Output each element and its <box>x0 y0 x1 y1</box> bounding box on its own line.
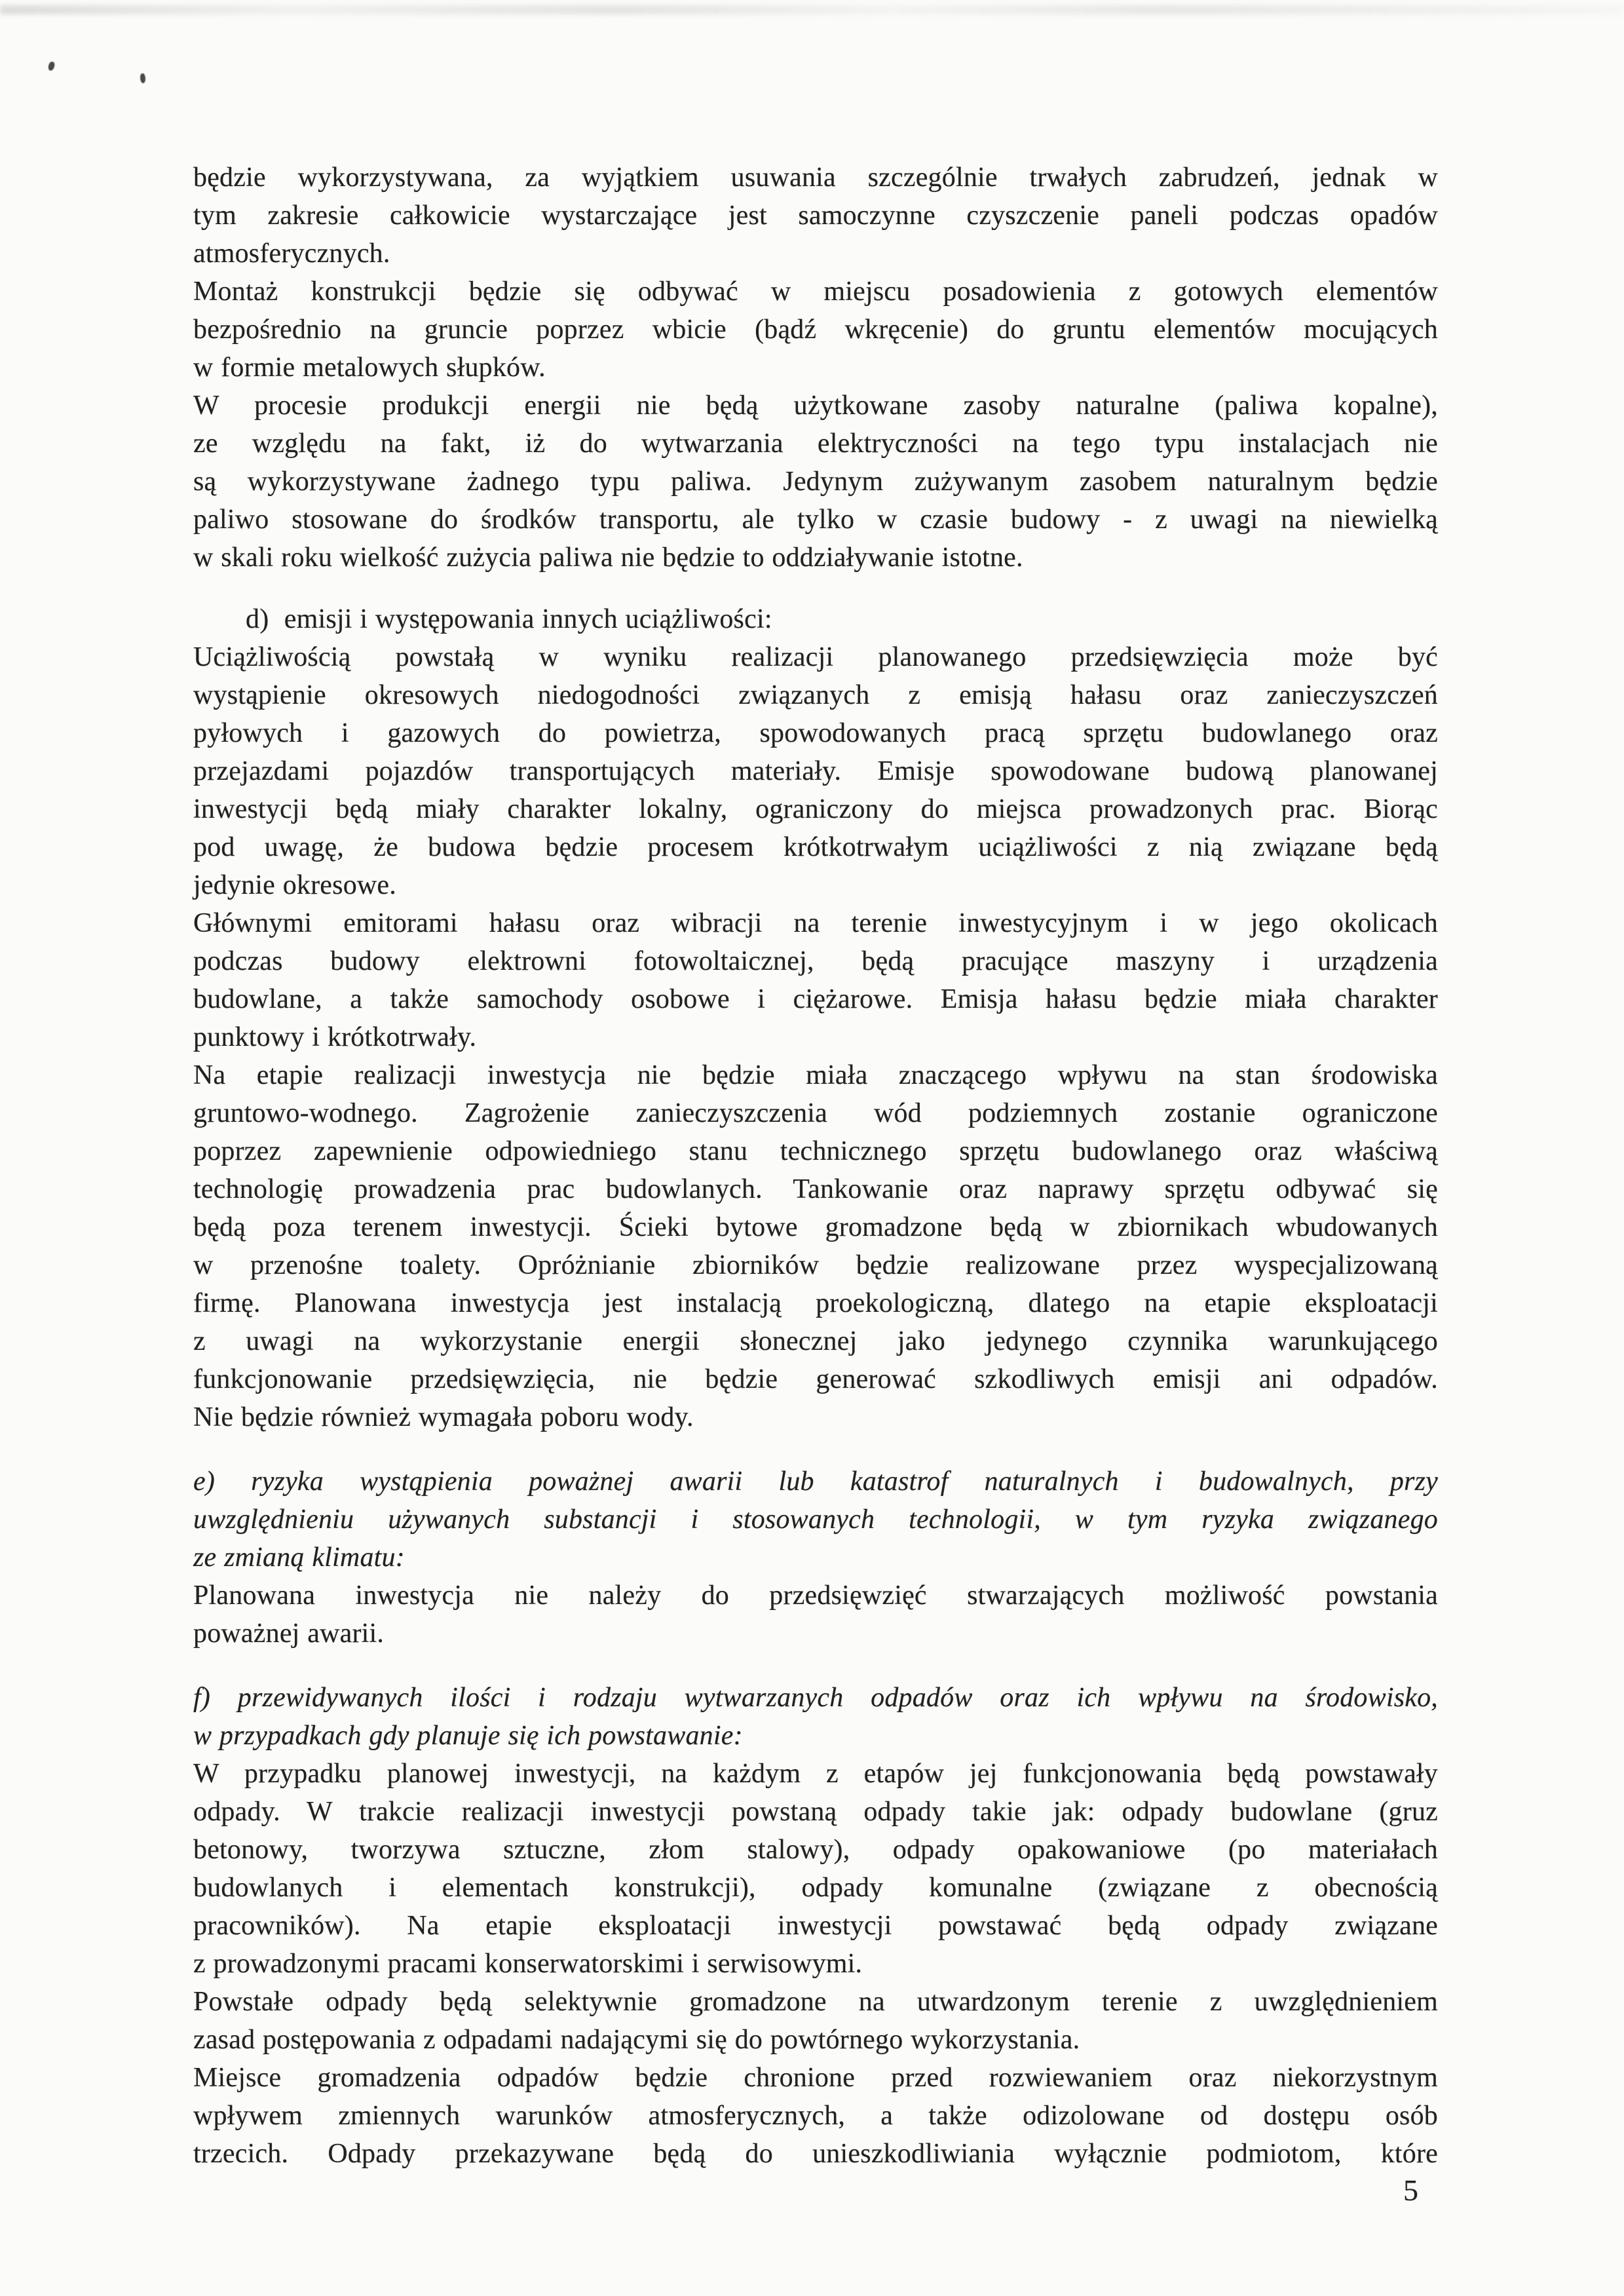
text-line: W procesie produkcji energii nie będą użytkowane zasoby naturalne (paliwa kopalne), <box>193 391 1438 421</box>
text-line: firmę. Planowana inwestycja jest instalacją proekologiczną, dlatego na etapie eksploatacji <box>193 1288 1438 1318</box>
text-line: punktowy i krótkotrwały. <box>193 1022 477 1052</box>
text-line: technologię prowadzenia prac budowlanych. Tankowanie oraz naprawy sprzętu odbywać się <box>193 1174 1438 1204</box>
scan-artifact-top-edge <box>0 5 1624 14</box>
text-line: bezpośrednio na gruncie poprzez wbicie (bądź wkręcenie) do gruntu elementów mocujących <box>193 315 1438 345</box>
text-line: jedynie okresowe. <box>193 870 396 900</box>
paragraph-construction-mounting <box>193 273 1438 387</box>
text-line: zasad postępowania z odpadami nadającymi się do powtórnego wykorzystania. <box>193 2025 1080 2055</box>
text-line: budowlanych i elementach konstrukcji), odpady komunalne (związane z obecnością <box>193 1873 1438 1903</box>
text-line: ze zmianą klimatu: <box>193 1542 405 1573</box>
paragraph-noise-emitters <box>193 904 1438 1056</box>
text-line: z prowadzonymi pracami konserwatorskimi i serwisowymi. <box>193 1949 863 1979</box>
text-line: poważnej awarii. <box>193 1618 385 1649</box>
text-line: f) przewidywanych ilości i rodzaju wytwarzanych odpadów oraz ich wpływu na środowisko, <box>193 1683 1438 1713</box>
paragraph-no-major-failure <box>193 1577 1438 1653</box>
text-line: d) emisji i występowania innych uciążliwości: <box>246 604 772 634</box>
text-line: będzie wykorzystywana, za wyjątkiem usuwania szczególnie trwałych zabrudzeń, jednak w <box>193 163 1438 193</box>
text-line: podczas budowy elektrowni fotowoltaicznej, będą pracujące maszyny i urządzenia <box>193 946 1438 976</box>
text-line: gruntowo-wodnego. Zagrożenie zanieczyszczenia wód podziemnych zostanie ograniczone <box>193 1098 1438 1128</box>
text-line: Planowana inwestycja nie należy do przedsięwzięć stwarzających możliwość powstania <box>193 1580 1438 1611</box>
text-line: ze względu na fakt, iż do wytwarzania elektryczności na tego typu instalacjach nie <box>193 429 1438 459</box>
heading-d-emissions <box>193 600 1438 638</box>
scan-speck <box>48 61 56 71</box>
text-line: Na etapie realizacji inwestycja nie będzie miała znaczącego wpływu na stan środowiska <box>193 1060 1438 1090</box>
text-line: Miejsce gromadzenia odpadów będzie chronione przed rozwiewaniem oraz niekorzystnym <box>193 2063 1438 2093</box>
text-line: Nie będzie również wymagała poboru wody. <box>193 1402 694 1432</box>
text-line: Montaż konstrukcji będzie się odbywać w miejscu posadowienia z gotowych elementów <box>193 277 1438 307</box>
text-line: z uwagi na wykorzystanie energii słonecznej jako jedynego czynnika warunkującego <box>193 1326 1438 1356</box>
scan-speck <box>140 73 146 84</box>
text-line: w przenośne toalety. Opróżnianie zbiorników będzie realizowane przez wyspecjalizowaną <box>193 1250 1438 1280</box>
text-line: poprzez zapewnienie odpowiedniego stanu technicznego sprzętu budowlanego oraz właściwą <box>193 1136 1438 1166</box>
text-line: pyłowych i gazowych do powietrza, spowodowanych pracą sprzętu budowlanego oraz <box>193 718 1438 748</box>
paragraph-panels-cleaning <box>193 159 1438 273</box>
text-line: Uciążliwością powstałą w wyniku realizacji planowanego przedsięwzięcia może być <box>193 642 1438 672</box>
heading-f-waste <box>193 1679 1438 1755</box>
paragraph-waste-storage <box>193 2059 1438 2173</box>
text-line: odpady. W trakcie realizacji inwestycji powstaną odpady takie jak: odpady budowlane (gruz <box>193 1797 1438 1827</box>
text-line: są wykorzystywane żadnego typu paliwa. Jedynym zużywanym zasobem naturalnym będzie <box>193 467 1438 497</box>
page-number: 5 <box>1403 2173 1418 2207</box>
text-line: trzecich. Odpady przekazywane będą do unieszkodliwiania wyłącznie podmiotom, które <box>193 2139 1438 2169</box>
paragraph-nuisance-construction <box>193 638 1438 904</box>
text-line: Powstałe odpady będą selektywnie gromadzone na utwardzonym terenie z uwzględnieniem <box>193 1987 1438 2017</box>
text-line: tym zakresie całkowicie wystarczające jest samoczynne czyszczenie paneli podczas opadów <box>193 201 1438 231</box>
text-line: atmosferycznych. <box>193 239 390 269</box>
text-line: e) ryzyka wystąpienia poważnej awarii lub katastrof naturalnych i budowalnych, przy <box>193 1466 1438 1497</box>
text-line: wpływem zmiennych warunków atmosferycznych, a także odizolowane od dostępu osób <box>193 2101 1438 2131</box>
text-line: w skali roku wielkość zużycia paliwa nie będzie to oddziaływanie istotne. <box>193 543 1023 573</box>
text-line: wystąpienie okresowych niedogodności związanych z emisją hałasu oraz zanieczyszczeń <box>193 680 1438 710</box>
text-line: budowlane, a także samochody osobowe i ciężarowe. Emisja hałasu będzie miała charakter <box>193 984 1438 1014</box>
text-line: uwzględnieniu używanych substancji i stosowanych technologii, w tym ryzyka związanego <box>193 1504 1438 1535</box>
text-line: będą poza terenem inwestycji. Ścieki bytowe gromadzone będą w zbiornikach wbudowanych <box>193 1212 1438 1242</box>
text-line: Głównymi emitorami hałasu oraz wibracji na terenie inwestycyjnym i w jego okolicach <box>193 908 1438 938</box>
paragraph-waste-types <box>193 1755 1438 1983</box>
text-line: funkcjonowanie przedsięwzięcia, nie będzie generować szkodliwych emisji ani odpadów. <box>193 1364 1438 1394</box>
text-line: betonowy, tworzywa sztuczne, złom stalowy), odpady opakowaniowe (po materiałach <box>193 1835 1438 1865</box>
text-line: W przypadku planowej inwestycji, na każdym z etapów jej funkcjonowania będą powstawały <box>193 1759 1438 1789</box>
heading-e-failure-risk <box>193 1463 1438 1577</box>
text-line: w przypadkach gdy planuje się ich powstawanie: <box>193 1721 743 1751</box>
text-line: przejazdami pojazdów transportujących materiały. Emisje spowodowane budową planowanej <box>193 756 1438 786</box>
paragraph-groundwater-protection <box>193 1056 1438 1436</box>
paragraph-no-fossil-fuels <box>193 387 1438 577</box>
text-line: paliwo stosowane do środków transportu, ale tylko w czasie budowy - z uwagi na niewielką <box>193 505 1438 535</box>
text-line: pracowników). Na etapie eksploatacji inwestycji powstawać będą odpady związane <box>193 1911 1438 1941</box>
text-line: inwestycji będą miały charakter lokalny, ograniczony do miejsca prowadzonych prac. Biorąc <box>193 794 1438 824</box>
text-line: pod uwagę, że budowa będzie procesem krótkotrwałym uciążliwości z nią związane będą <box>193 832 1438 862</box>
document-body <box>193 159 1438 2173</box>
text-line: w formie metalowych słupków. <box>193 353 546 383</box>
paragraph-waste-segregation <box>193 1983 1438 2059</box>
